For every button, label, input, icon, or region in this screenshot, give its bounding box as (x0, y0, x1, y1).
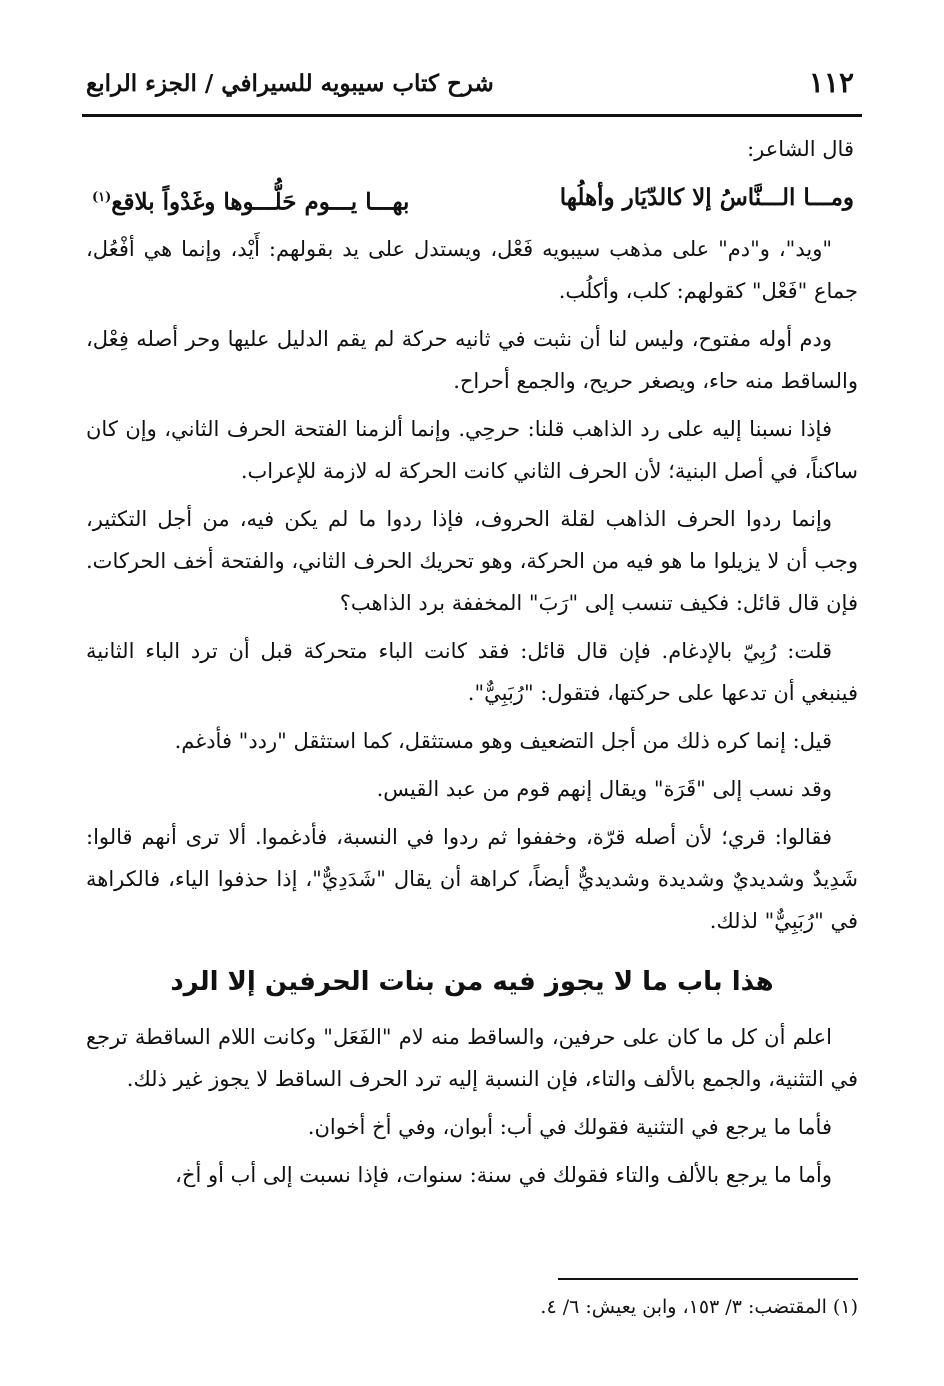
section-paragraph: وأما ما يرجع بالألف والتاء فقولك في سنة: سنوات، فإذا نسبت إلى أب أو أخ، (175, 1163, 832, 1187)
footnote-marker: (١) (92, 190, 112, 205)
paragraph: وإنما ردوا الحرف الذاهب لقلة الحروف، فإذا ردوا ما لم يكن فيه، من أجل التكثير، وجب أن لا يزيلوا ما هو فيه من الحركة، وهو تحريك الحرف الثاني، والفتحة أخف الحركات. فإن قال قائل: فكيف تنسب إلى "رَبَ" المخففة برد الذاهب؟ (86, 507, 858, 615)
running-title: شرح كتاب سيبويه للسيرافي / الجزء الرابع (86, 70, 494, 97)
section-heading: هذا باب ما لا يجوز فيه من بنات الحرفين إلا الرد (170, 967, 774, 997)
section-paragraph: اعلم أن كل ما كان على حرفين، والساقط منه لام "الفَعَل" وكانت اللام الساقطة ترجع في التثنية، والجمع بالألف والتاء، فإن النسبة إليه ترد الحرف الساقط لا يجوز غير ذلك. (86, 1025, 858, 1091)
section-paragraph: فأما ما يرجع في التثنية فقولك في أب: أبوان، وفي أخ أخوان. (307, 1115, 832, 1139)
paragraph: فإذا نسبنا إليه على رد الذاهب قلنا: حرحِي. وإنما ألزمنا الفتحة الحرف الثاني، وإن كان ساكناً، في أصل البنية؛ لأن الحرف الثاني كانت الحركة له لازمة للإعراب. (86, 417, 858, 483)
paragraph: ودم أوله مفتوح، وليس لنا أن نثبت في ثانيه حركة لم يقم الدليل عليها وحر أصله فِعْل، والساقط منه حاء، ويصغر حريح، والجمع أحراح. (86, 327, 858, 393)
paragraph: وقد نسب إلى "قَرَة" ويقال إنهم قوم من عبد القيس. (376, 777, 832, 801)
footnotes (86, 1278, 858, 1322)
verse-second-hemistich (86, 174, 409, 222)
footnote-separator (558, 1278, 858, 1280)
page-header (82, 62, 862, 117)
verse-first-hemistich: ومـــا الـــنَّاسُ إلا كالدّيَار وأهلُها (559, 184, 854, 211)
paragraph: "ويد"، و"دم" على مذهب سيبويه فَعْل، ويستدل على يد بقولهم: أَيْد، وإنما هي أفْعُل، جماع "فَعْل" كقولهم: كلب، وأكلُب. (86, 237, 858, 303)
page-number: ١١٢ (808, 66, 854, 99)
verse-second-hemistich-text: بهـــا يـــوم حَلُّـــوها وغَدْواً بلاقع (111, 188, 410, 216)
page-body (86, 128, 858, 1202)
paragraph: قيل: إنما كره ذلك من أجل التضعيف وهو مستثقل، كما استثقل "ردد" فأدغم. (174, 729, 832, 753)
footnote: (١) المقتضب: ٣/ ١٥٣، وابن يعيش: ٦/ ٤. (540, 1296, 858, 1318)
paragraph: فقالوا: قري؛ لأن أصله قرّة، وخففوا ثم ردوا في النسبة، فأدغموا. ألا ترى أنهم قالوا: شَدِيدٌ وشديديٌ وشديدة وشديديٌّ أيضاً، كراهة أن يقال "شَدَدِيٌّ"، إذا حذفوا الياء، فالكراهة في "رُبَبِيٌّ" لذلك. (86, 825, 858, 933)
paragraph: قلت: رُبِيّ بالإدغام. فإن قال قائل: فقد كانت الباء متحركة قبل أن ترد الباء الثانية فينبغي أن تدعها على حركتها، فتقول: "رُبَبِيٌّ". (86, 639, 858, 705)
poem-verse (86, 174, 858, 222)
poem-intro: قال الشاعر: (747, 137, 854, 161)
